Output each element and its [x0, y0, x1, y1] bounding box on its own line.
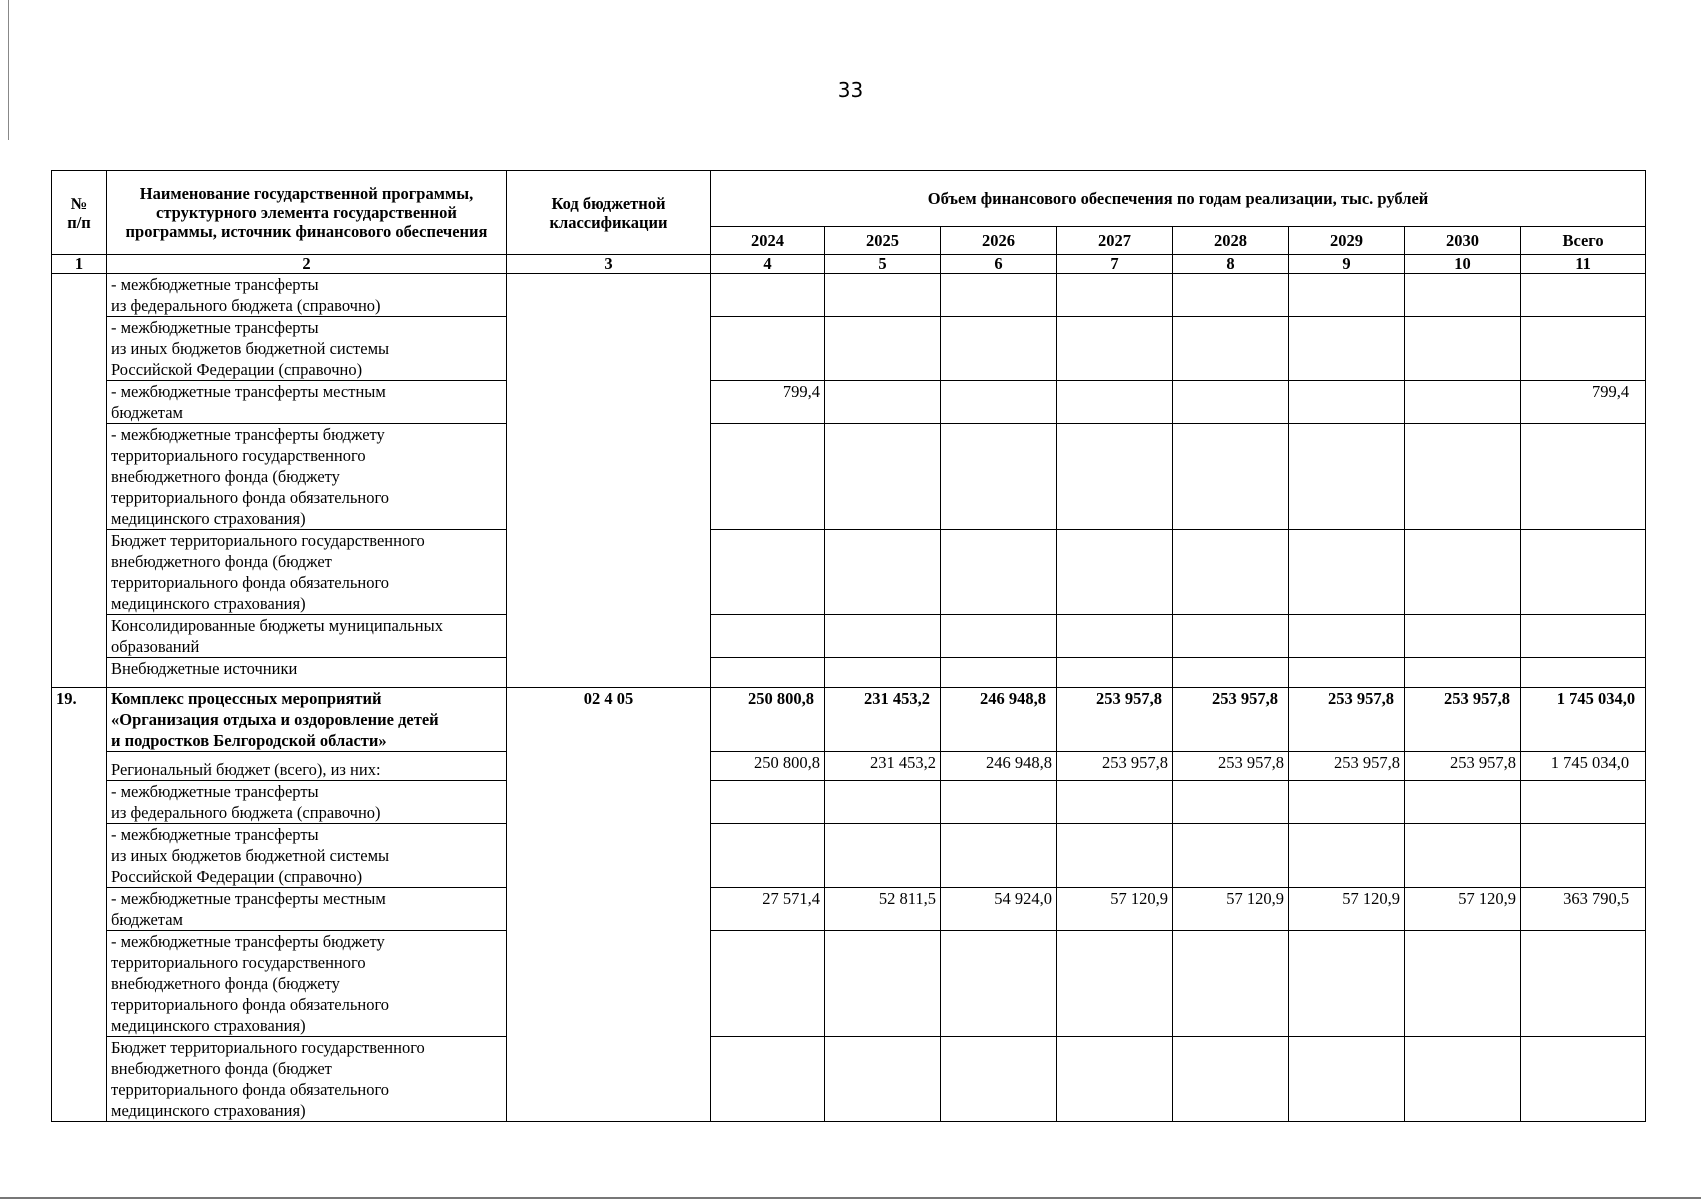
row-value-2025: [825, 781, 941, 824]
row-value-2028: [1173, 1037, 1289, 1122]
row-name: - межбюджетные трансферты из иных бюджетов бюджетной системы Российской Федерации (справочно): [107, 317, 507, 381]
row-name: - межбюджетные трансферты бюджету территориального государственного внебюджетного фонда (бюджету территориального фонда обязательного медицинского страхования): [107, 931, 507, 1037]
section-title-row: [52, 688, 1646, 752]
row-value-total: [1521, 781, 1646, 824]
row-value-2029: 253 957,8: [1289, 752, 1405, 781]
row-code-cell: [507, 274, 711, 688]
row-value-2025: [825, 931, 941, 1037]
row-value-2024: [711, 274, 825, 317]
row-value-total: [1521, 615, 1646, 658]
row-value-2029: [1289, 781, 1405, 824]
row-value-total: [1521, 1037, 1646, 1122]
column-number-10: 10: [1405, 255, 1521, 274]
row-value-total: [1521, 530, 1646, 615]
table-row: [52, 888, 1646, 931]
row-value-2028: [1173, 824, 1289, 888]
row-value-2027: [1057, 530, 1173, 615]
row-value-2029: 57 120,9: [1289, 888, 1405, 931]
row-value-2027: 57 120,9: [1057, 888, 1173, 931]
row-value-2028: [1173, 615, 1289, 658]
header-year-2: 2025: [825, 227, 941, 255]
row-name: - межбюджетные трансферты из федерального бюджета (справочно): [107, 781, 507, 824]
table-row: [52, 274, 1646, 317]
section-code: 02 4 05: [507, 688, 711, 1122]
row-name: - межбюджетные трансферты бюджету территориального государственного внебюджетного фонда (бюджету территориального фонда обязательного медицинского страхования): [107, 424, 507, 530]
row-value-total: [1521, 658, 1646, 688]
table-row: [52, 530, 1646, 615]
row-value-2027: [1057, 317, 1173, 381]
column-number-7: 7: [1057, 255, 1173, 274]
row-value-2026: [941, 824, 1057, 888]
row-value-2029: [1289, 658, 1405, 688]
section-value-2028: 253 957,8: [1173, 688, 1289, 752]
row-value-2028: [1173, 658, 1289, 688]
row-value-2027: [1057, 381, 1173, 424]
row-value-2029: [1289, 824, 1405, 888]
section-value-total: 1 745 034,0: [1521, 688, 1646, 752]
page-number: 33: [837, 78, 864, 102]
column-number-2: 2: [107, 255, 507, 274]
section-index: 19.: [52, 688, 107, 1122]
row-value-2025: [825, 658, 941, 688]
row-value-2026: [941, 381, 1057, 424]
row-value-2028: [1173, 424, 1289, 530]
row-value-total: [1521, 824, 1646, 888]
header-year-7: 2030: [1405, 227, 1521, 255]
row-value-2026: [941, 424, 1057, 530]
row-value-2026: [941, 1037, 1057, 1122]
column-number-9: 9: [1289, 255, 1405, 274]
row-value-2026: [941, 658, 1057, 688]
row-value-2025: [825, 530, 941, 615]
column-number-5: 5: [825, 255, 941, 274]
row-value-2029: [1289, 424, 1405, 530]
row-value-2030: 57 120,9: [1405, 888, 1521, 931]
row-value-2030: [1405, 781, 1521, 824]
header-col-name: Наименование государственной программы, структурного элемента государственной программы, источник финансового обеспечения: [107, 171, 507, 255]
table-row: [52, 824, 1646, 888]
row-value-2027: [1057, 781, 1173, 824]
column-number-1: 1: [52, 255, 107, 274]
row-value-2026: [941, 317, 1057, 381]
table-row: [52, 752, 1646, 781]
table-row: [52, 781, 1646, 824]
header-year-3: 2026: [941, 227, 1057, 255]
row-value-2025: [825, 615, 941, 658]
column-number-4: 4: [711, 255, 825, 274]
row-value-2030: [1405, 381, 1521, 424]
row-value-2027: 253 957,8: [1057, 752, 1173, 781]
table-row: [52, 615, 1646, 658]
row-value-2030: 253 957,8: [1405, 752, 1521, 781]
header-col-volume: Объем финансового обеспечения по годам реализации, тыс. рублей: [711, 171, 1646, 227]
row-index-cell: [52, 274, 107, 688]
row-value-2025: [825, 317, 941, 381]
row-value-total: [1521, 931, 1646, 1037]
header-year-8: Всего: [1521, 227, 1646, 255]
table-row: [52, 381, 1646, 424]
row-name: Консолидированные бюджеты муниципальных образований: [107, 615, 507, 658]
row-value-2029: [1289, 530, 1405, 615]
row-value-2028: 57 120,9: [1173, 888, 1289, 931]
row-value-2028: [1173, 274, 1289, 317]
row-value-2024: [711, 317, 825, 381]
section-value-2025: 231 453,2: [825, 688, 941, 752]
row-name: Бюджет территориального государственного внебюджетного фонда (бюджет территориального фонда обязательного медицинского страхования): [107, 1037, 507, 1122]
row-value-2030: [1405, 530, 1521, 615]
row-value-2030: [1405, 424, 1521, 530]
row-value-2024: [711, 615, 825, 658]
row-value-2029: [1289, 931, 1405, 1037]
section-value-2029: 253 957,8: [1289, 688, 1405, 752]
table-row: [52, 931, 1646, 1037]
row-value-total: 1 745 034,0: [1521, 752, 1646, 781]
row-value-2027: [1057, 274, 1173, 317]
row-value-2025: [825, 381, 941, 424]
row-value-2028: [1173, 781, 1289, 824]
header-col-code: Код бюджетной классификации: [507, 171, 711, 255]
header-col-num: № п/п: [52, 171, 107, 255]
header-year-4: 2027: [1057, 227, 1173, 255]
row-name: - межбюджетные трансферты местным бюджетам: [107, 888, 507, 931]
row-value-total: [1521, 317, 1646, 381]
row-value-2026: 54 924,0: [941, 888, 1057, 931]
row-value-2029: [1289, 615, 1405, 658]
row-value-2030: [1405, 1037, 1521, 1122]
row-value-2027: [1057, 931, 1173, 1037]
row-value-2030: [1405, 317, 1521, 381]
column-number-6: 6: [941, 255, 1057, 274]
row-value-2028: [1173, 317, 1289, 381]
section-value-2026: 246 948,8: [941, 688, 1057, 752]
row-value-2029: [1289, 381, 1405, 424]
row-value-2029: [1289, 317, 1405, 381]
row-value-2028: [1173, 381, 1289, 424]
row-value-2028: [1173, 530, 1289, 615]
row-value-2026: [941, 530, 1057, 615]
row-value-2026: [941, 781, 1057, 824]
table-row: [52, 1037, 1646, 1122]
row-name: - межбюджетные трансферты из иных бюджетов бюджетной системы Российской Федерации (справочно): [107, 824, 507, 888]
row-name: Внебюджетные источники: [107, 658, 507, 688]
scan-bottom-edge: [0, 1197, 1701, 1199]
row-value-total: 363 790,5: [1521, 888, 1646, 931]
row-value-2027: [1057, 424, 1173, 530]
row-value-2024: [711, 424, 825, 530]
row-name: Региональный бюджет (всего), из них:: [107, 752, 507, 781]
section-value-2024: 250 800,8: [711, 688, 825, 752]
row-value-2030: [1405, 931, 1521, 1037]
row-value-total: [1521, 424, 1646, 530]
row-value-2024: 799,4: [711, 381, 825, 424]
row-value-2024: [711, 824, 825, 888]
row-value-2026: [941, 274, 1057, 317]
row-value-2030: [1405, 658, 1521, 688]
row-value-2026: [941, 931, 1057, 1037]
row-value-total: 799,4: [1521, 381, 1646, 424]
row-value-2024: [711, 1037, 825, 1122]
row-value-2024: 250 800,8: [711, 752, 825, 781]
header-year-5: 2028: [1173, 227, 1289, 255]
row-value-2029: [1289, 1037, 1405, 1122]
row-value-2026: [941, 615, 1057, 658]
row-value-2028: [1173, 931, 1289, 1037]
row-value-2029: [1289, 274, 1405, 317]
row-value-2024: [711, 781, 825, 824]
row-value-2024: [711, 530, 825, 615]
section-value-2027: 253 957,8: [1057, 688, 1173, 752]
column-number-3: 3: [507, 255, 711, 274]
column-number-8: 8: [1173, 255, 1289, 274]
column-number-11: 11: [1521, 255, 1646, 274]
header-year-1: 2024: [711, 227, 825, 255]
row-value-2024: [711, 658, 825, 688]
row-value-2025: [825, 274, 941, 317]
row-value-2024: [711, 931, 825, 1037]
row-value-2025: [825, 1037, 941, 1122]
header-year-6: 2029: [1289, 227, 1405, 255]
row-value-2027: [1057, 615, 1173, 658]
row-value-2030: [1405, 615, 1521, 658]
row-value-2026: 246 948,8: [941, 752, 1057, 781]
row-value-2025: 52 811,5: [825, 888, 941, 931]
row-value-2030: [1405, 824, 1521, 888]
scan-edge-mark: [8, 0, 9, 140]
row-value-2028: 253 957,8: [1173, 752, 1289, 781]
row-value-2025: [825, 824, 941, 888]
row-name: - межбюджетные трансферты из федерального бюджета (справочно): [107, 274, 507, 317]
section-title: Комплекс процессных мероприятий «Организация отдыха и оздоровление детей и подростков Белгородской области»: [107, 688, 507, 752]
row-value-2027: [1057, 1037, 1173, 1122]
table-row: [52, 424, 1646, 530]
row-value-2024: 27 571,4: [711, 888, 825, 931]
row-name: Бюджет территориального государственного внебюджетного фонда (бюджет территориального фонда обязательного медицинского страхования): [107, 530, 507, 615]
row-name: - межбюджетные трансферты местным бюджетам: [107, 381, 507, 424]
table-row: [52, 317, 1646, 381]
row-value-2030: [1405, 274, 1521, 317]
table-row: [52, 658, 1646, 688]
row-value-2027: [1057, 658, 1173, 688]
financing-table: [51, 170, 1646, 1122]
row-value-2025: [825, 424, 941, 530]
row-value-total: [1521, 274, 1646, 317]
row-value-2025: 231 453,2: [825, 752, 941, 781]
section-value-2030: 253 957,8: [1405, 688, 1521, 752]
row-value-2027: [1057, 824, 1173, 888]
